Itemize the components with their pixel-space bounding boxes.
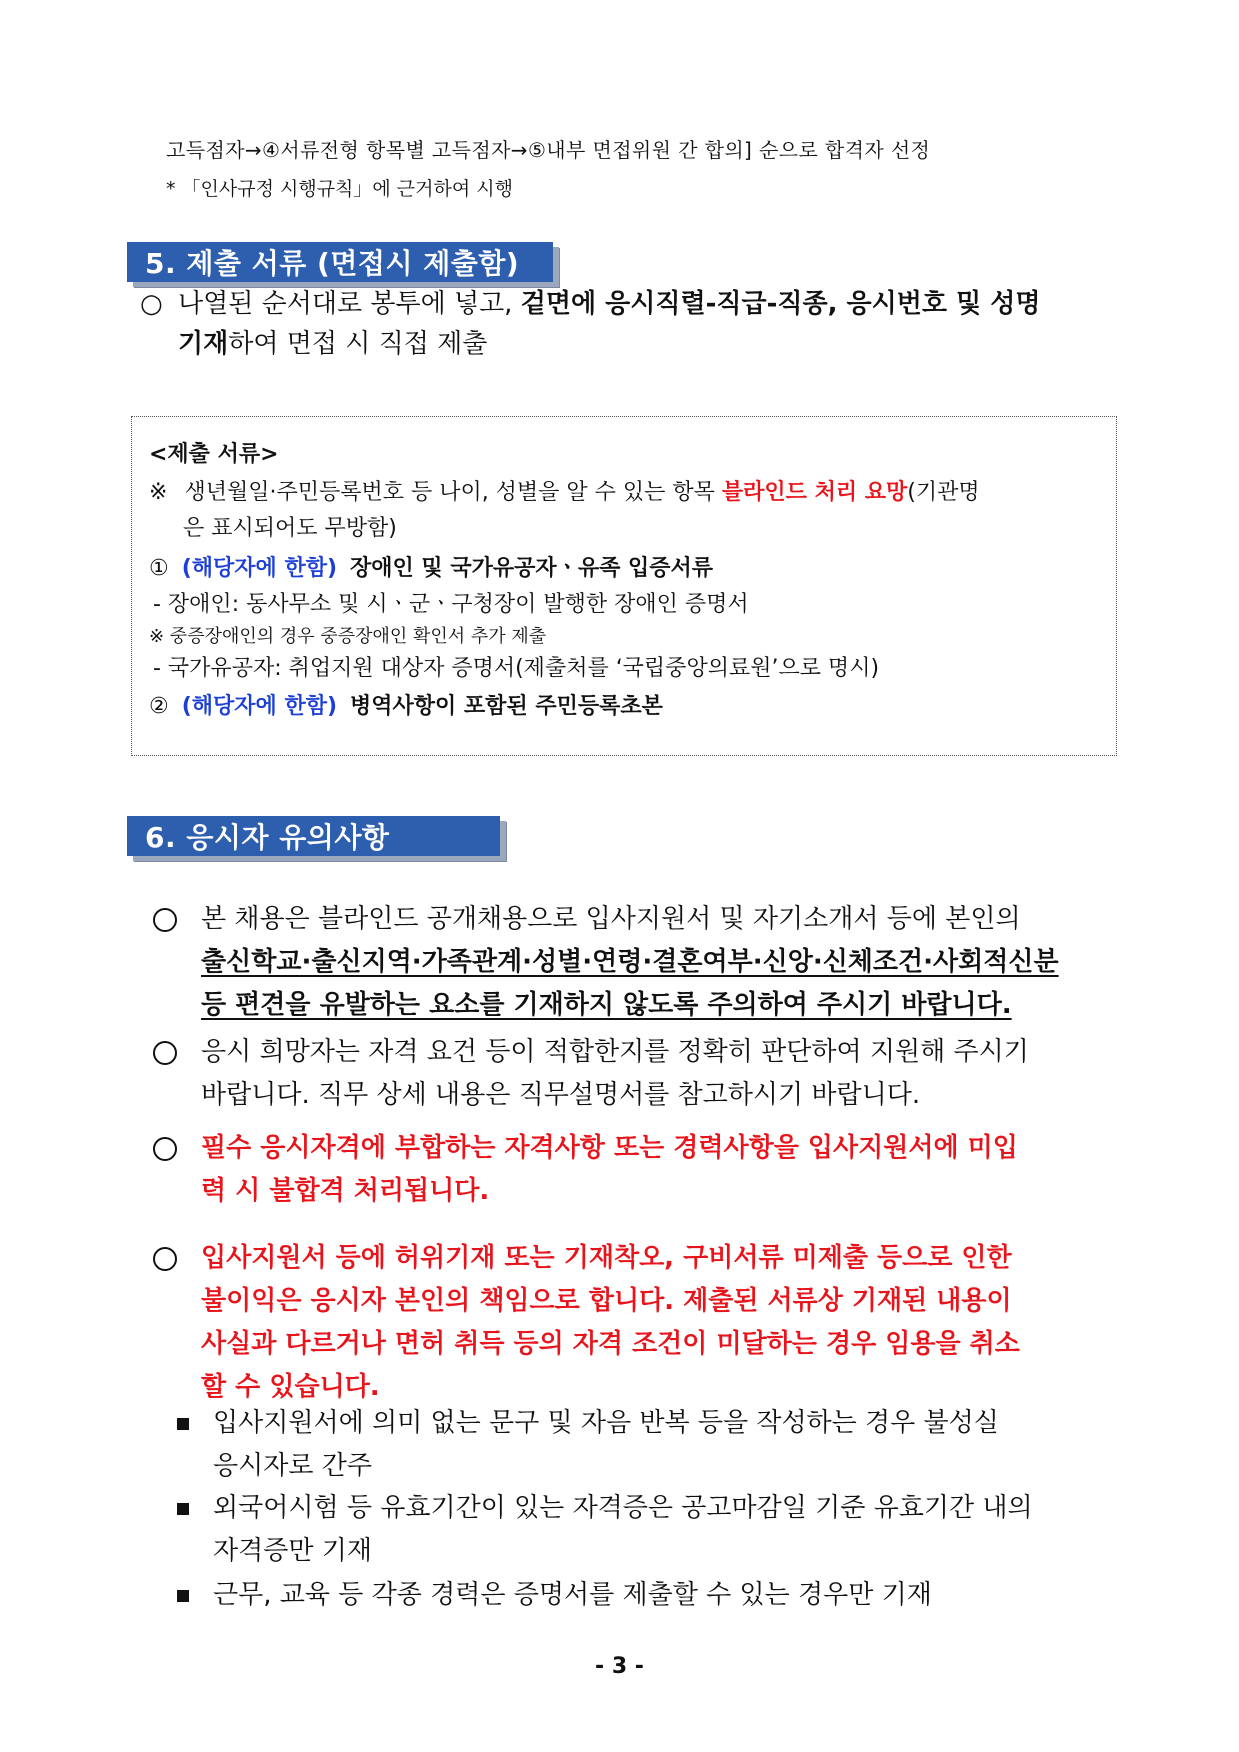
circle-bullet — [153, 1137, 177, 1161]
document-page: 고득점자→④서류전형 항목별 고득점자→⑤내부 면접위원 간 합의] 순으로 합격자 선정 * 「인사규정 시행규칙」에 근거하여 시행 5. 제출 서류 (면접시 제출함) ○ 나열된 순서대로 봉투에 넣고, 겉면에 응시직렬-직급-직종, 응시번호 및 성명 기재하여 면접 시 직접 제출 <제출 서류> ※ 생년월일·주민등록번호 등 나이, 성별을 알 수 있는 항목 블라인드 처리 요망(기관명 은 표시되어도 무방함) ① (해당자에 한함) 장애인 및 국가유공자ㆍ유족 입증서류 - 장애인: 동사무소 및 시ㆍ군ㆍ구청장이 발행한 장애인 증명서 ※ 중증장애인의 경우 중증장애인 확인서 추가 제출 - 국가유공자: 취업지원 대상자 증명서(제출처를 ‘국립중앙의료원’으로 명시) ② (해당자에 한함) 병역사항이 포함된 주민등록초본 6. 응시자 유의사항 본 채용은 블라인드 공개채용으로 입사지원서 및 자기소개서 등에 본인의 출신학교·출신지역·가족관계·성별·연령·결혼여부·신앙·신체조건·사회적신분 등 편견을 유발하는 요소를 기재하지 않도록 주의하여 주시기 바랍니다. 응시 희망자는 자격 요건 등이 적합한지를 정확히 판단하여 지원해 주시기 바랍니다. 직무 상세 내용은 직무설명서를 참고하시기 바랍니다. 필수 응시자격에 부합하는 자격사항 또는 경력사항을 입사지원서에 미입 력 시 불합격 처리됩니다. 입사지원서 등에 허위기재 또는 기재착오, 구비서류 미제출 등으로 인한 불이익은 응시자 본인의 책임으로 합니다. 제출된 서류상 기재된 내용이 사실과 다르거나 면허 취득 등의 자격 조건이 미달하는 경우 임용을 취소 할 수 있습니다. 입사지원서에 의미 없는 문구 및 자음 반복 등을 작성하는 경우 불성실 응시자로 간주 외국어시험 등 유효기간이 있는 자격증은 공고마감일 기준 유효기간 내의 자격증만 기재 근무, 교육 등 각종 경력은 증명서를 제출할 수 있는 경우만 기재 - 3 - — [0, 0, 1239, 1752]
square-bullet — [177, 1503, 189, 1515]
section-6-title: 6. 응시자 유의사항 — [145, 821, 390, 854]
document-item-2: ② (해당자에 한함) 병역사항이 포함된 주민등록초본 — [149, 694, 663, 719]
sub-bullet-certificate-validity: 외국어시험 등 유효기간이 있는 자격증은 공고마감일 기준 유효기간 내의 — [213, 1493, 1033, 1523]
sub-bullet-certificate-validity-cont: 자격증만 기재 — [213, 1536, 372, 1566]
documents-box-heading: <제출 서류> — [149, 442, 279, 467]
severe-disability-note: ※ 중증장애인의 경우 중증장애인 확인서 추가 제출 — [149, 626, 547, 647]
section-5-title: 5. 제출 서류 (면접시 제출함) — [145, 247, 520, 280]
document-item-1: ① (해당자에 한함) 장애인 및 국가유공자ㆍ유족 입증서류 — [149, 556, 714, 581]
section-6-header — [127, 816, 500, 856]
selection-order-text: 고득점자→④서류전형 항목별 고득점자→⑤내부 면접위원 간 합의] 순으로 합격자 선정 — [166, 138, 931, 162]
disabled-certificate-line: - 장애인: 동사무소 및 시ㆍ군ㆍ구청장이 발행한 장애인 증명서 — [153, 592, 749, 617]
sub-bullet-career-proof: 근무, 교육 등 각종 경력은 증명서를 제출할 수 있는 경우만 기재 — [213, 1580, 932, 1610]
page-number: - 3 - — [595, 1654, 644, 1679]
square-bullet — [177, 1418, 189, 1430]
circle-bullet — [153, 1247, 177, 1271]
submission-instruction-line-2: 기재하여 면접 시 직접 제출 — [178, 329, 488, 359]
blind-processing-note-cont: 은 표시되어도 무방함) — [183, 516, 397, 541]
circle-bullet — [153, 908, 177, 932]
sub-bullet-meaningless-text: 입사지원서에 의미 없는 문구 및 자음 반복 등을 작성하는 경우 불성실 — [213, 1408, 999, 1438]
blind-processing-note: ※ 생년월일·주민등록번호 등 나이, 성별을 알 수 있는 항목 블라인드 처리 요망(기관명 — [149, 480, 980, 505]
regulation-note: * 「인사규정 시행규칙」에 근거하여 시행 — [166, 178, 513, 200]
square-bullet — [177, 1590, 189, 1602]
documents-box — [131, 416, 1117, 756]
circle-bullet: ○ — [140, 289, 163, 319]
sub-bullet-meaningless-text-cont: 응시자로 간주 — [213, 1451, 372, 1481]
section-5-header — [127, 242, 553, 282]
veteran-certificate-line: - 국가유공자: 취업지원 대상자 증명서(제출처를 ‘국립중앙의료원’으로 명시) — [153, 656, 880, 681]
circle-bullet — [153, 1041, 177, 1065]
submission-instruction-line-1: ○ 나열된 순서대로 봉투에 넣고, 겉면에 응시직렬-직급-직종, 응시번호 및 성명 — [140, 284, 1040, 325]
